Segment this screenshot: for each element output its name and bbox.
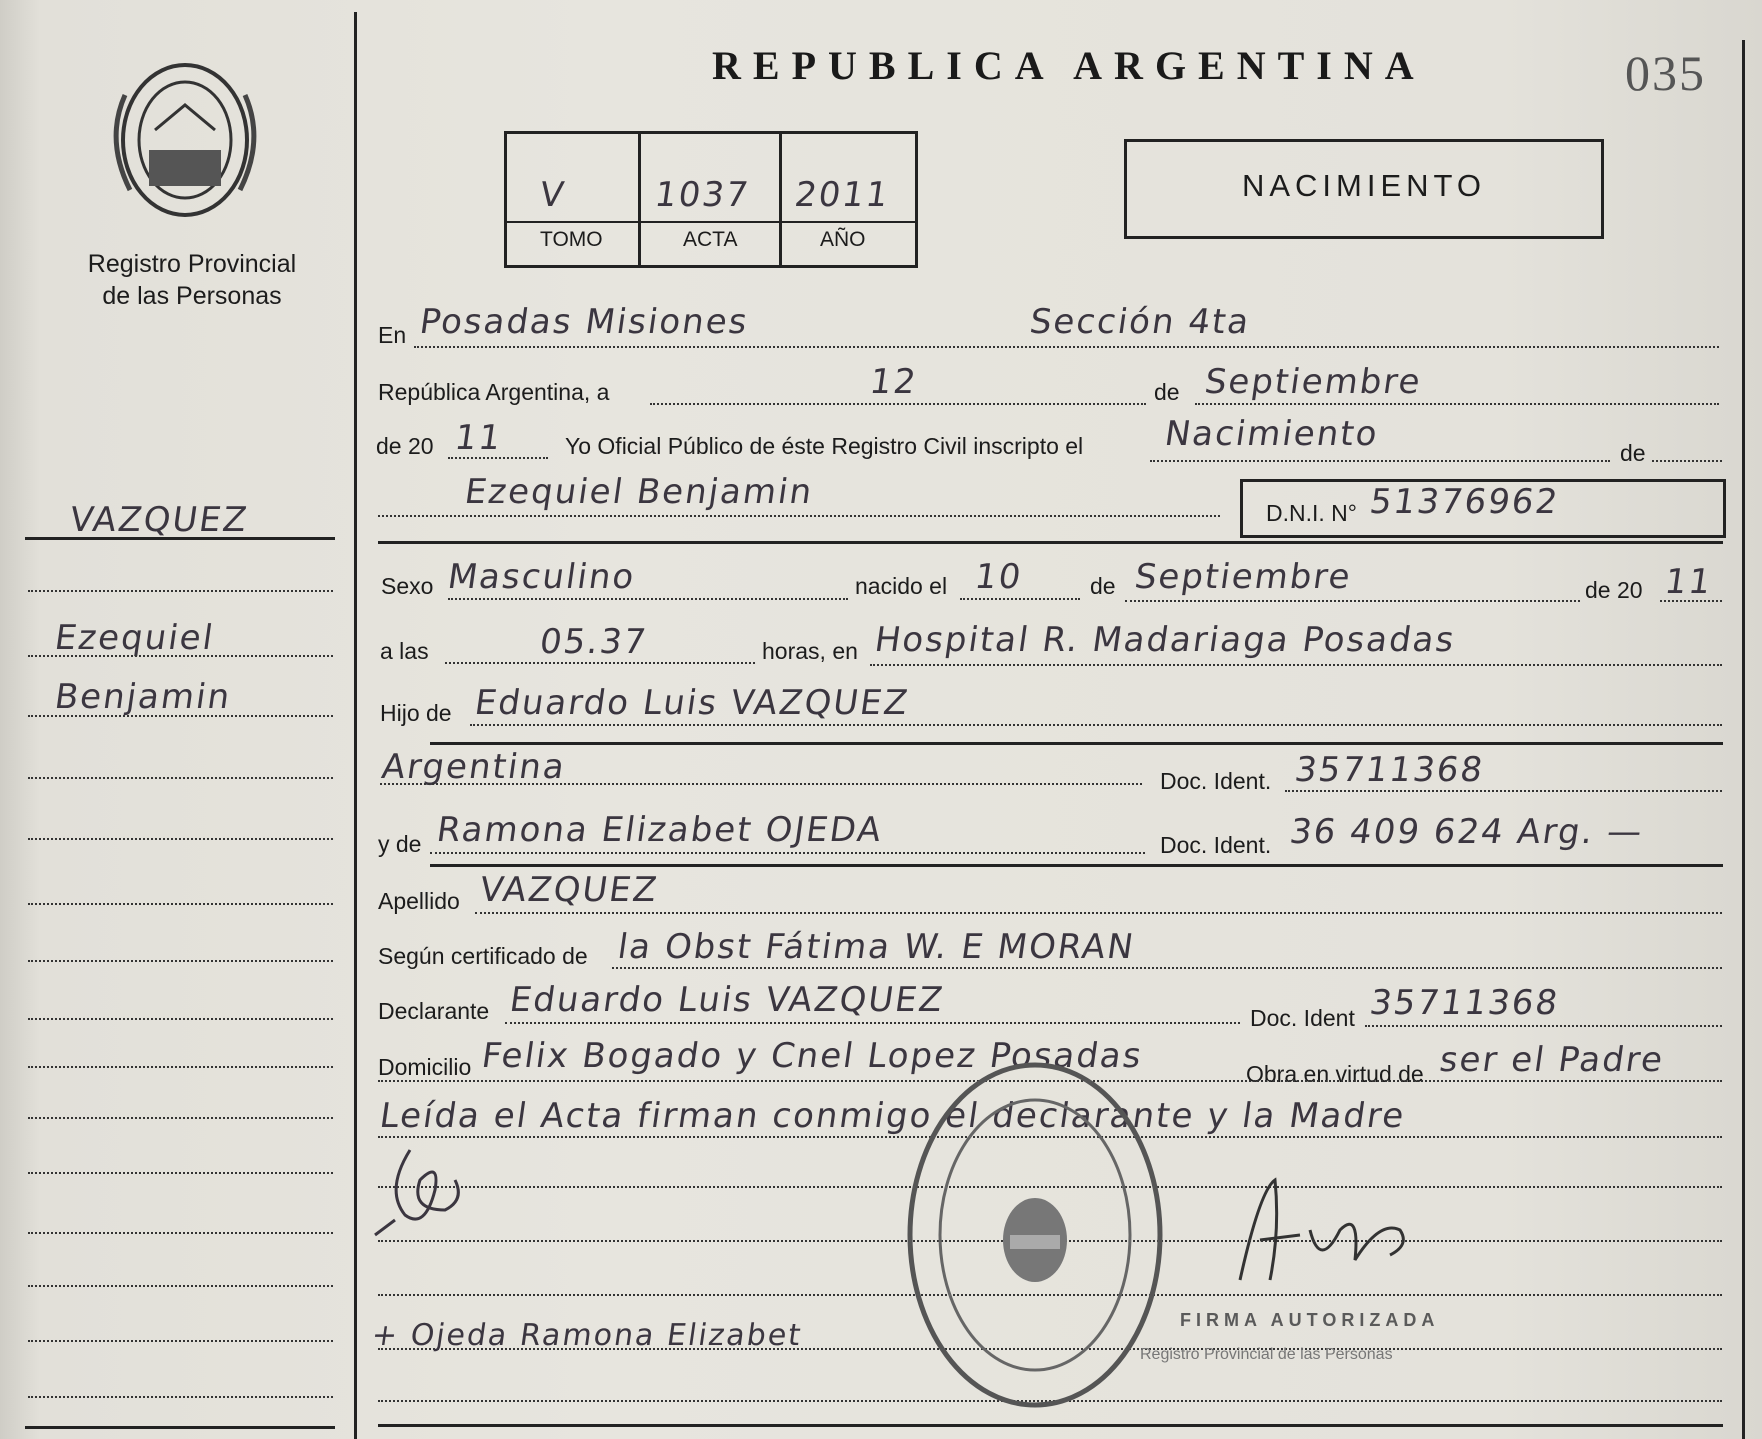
father-doc: 35711368 xyxy=(1292,750,1487,790)
box-divider xyxy=(638,131,641,265)
row-line xyxy=(380,783,1142,785)
row-line xyxy=(960,598,1080,600)
birth-time: 05.37 xyxy=(537,622,651,662)
inscription-type: Nacimiento xyxy=(1162,414,1382,454)
sidebar-line xyxy=(28,1018,333,1020)
row-line xyxy=(475,912,1722,914)
yde-label: y de xyxy=(378,831,422,857)
declarante-label: Declarante xyxy=(378,998,490,1024)
sidebar-given-name-2: Benjamin xyxy=(52,677,235,717)
de20-label: de 20 xyxy=(376,433,434,459)
day-value: 12 xyxy=(867,362,921,402)
box-divider xyxy=(779,131,782,265)
domicilio-value: Felix Bogado y Cnel Lopez Posadas xyxy=(479,1036,1146,1076)
tomo-value: V xyxy=(537,175,569,215)
row-line xyxy=(448,598,848,600)
republica-label: República Argentina, a xyxy=(378,379,610,405)
ano-value: 2011 xyxy=(792,175,893,215)
firma-subtitle: Registro Provincial de las Personas xyxy=(1140,1346,1393,1363)
row-line xyxy=(1652,460,1722,462)
section-rule xyxy=(430,864,1723,867)
father-nationality: Argentina xyxy=(379,747,569,787)
registry-name-line-1: Registro Provincial xyxy=(87,250,297,278)
place-value: Posadas Misiones xyxy=(417,302,752,342)
right-margin-rule xyxy=(1742,40,1745,1439)
acta-value: 1037 xyxy=(652,175,753,215)
horas-label: horas, en xyxy=(762,638,858,664)
section-rule xyxy=(430,742,1723,745)
sexo-label: Sexo xyxy=(381,573,434,599)
row-line xyxy=(448,457,548,459)
obra-label: Obra en virtud de xyxy=(1246,1061,1424,1087)
row-line xyxy=(1125,600,1580,602)
hijo-label: Hijo de xyxy=(380,700,452,726)
row-line xyxy=(505,1022,1240,1024)
country-title: REPUBLICA ARGENTINA xyxy=(712,43,1426,88)
page-number: 035 xyxy=(1625,45,1706,101)
sidebar-line xyxy=(28,777,333,779)
sidebar-line xyxy=(28,903,333,905)
sidebar-line xyxy=(28,960,333,962)
child-name: Ezequiel Benjamin xyxy=(462,472,816,512)
alas-label: a las xyxy=(380,638,429,664)
sexo-value: Masculino xyxy=(445,557,639,597)
section-value: Sección 4ta xyxy=(1027,302,1254,342)
sidebar-line xyxy=(28,1066,333,1068)
row-line xyxy=(1660,600,1722,602)
declarante-doc: 35711368 xyxy=(1367,983,1562,1023)
row-line xyxy=(650,403,1146,405)
de-label-3: de xyxy=(1090,573,1116,599)
left-margin-rule xyxy=(354,12,357,1439)
doc-ident-label: Doc. Ident. xyxy=(1160,768,1272,794)
month-value: Septiembre xyxy=(1202,362,1425,402)
act-type: NACIMIENTO xyxy=(1241,168,1487,203)
row-line xyxy=(1285,790,1722,792)
sidebar-line xyxy=(28,1172,333,1174)
sidebar-line xyxy=(28,715,333,717)
acta-label: ACTA xyxy=(683,228,738,251)
birth-place: Hospital R. Madariaga Posadas xyxy=(872,620,1459,660)
de-label-2: de xyxy=(1620,440,1646,466)
oficial-label: Yo Oficial Público de éste Registro Civil inscripto el xyxy=(565,433,1084,459)
official-signature-icon xyxy=(1230,1170,1430,1300)
mother-doc: 36 409 624 Arg. — xyxy=(1287,812,1647,852)
sidebar-given-name-1: Ezequiel xyxy=(52,618,218,658)
official-stamp-icon xyxy=(900,1055,1170,1415)
row-line xyxy=(1195,403,1719,405)
section-rule xyxy=(378,541,1723,544)
sidebar-line xyxy=(28,838,333,840)
father-name: Eduardo Luis VAZQUEZ xyxy=(472,683,912,723)
row-line xyxy=(612,967,1722,969)
sidebar-surname: VAZQUEZ xyxy=(67,500,251,540)
de20-label-2: de 20 xyxy=(1585,577,1643,603)
mother-name: Ramona Elizabet OJEDA xyxy=(434,810,886,850)
apellido-value: VAZQUEZ xyxy=(477,870,661,910)
dni-value: 51376962 xyxy=(1367,482,1562,522)
doc-ident-label-3: Doc. Ident xyxy=(1250,1005,1355,1031)
sidebar-line xyxy=(28,1396,333,1398)
row-line xyxy=(445,662,755,664)
sidebar-line xyxy=(28,1340,333,1342)
sidebar-line xyxy=(28,1117,333,1119)
provincial-seal-icon xyxy=(105,55,265,225)
en-label: En xyxy=(378,322,407,348)
sidebar-surname-rule xyxy=(25,537,335,540)
row-line xyxy=(870,664,1722,666)
closing-statement: Leída el Acta firman conmigo el declarante y la Madre xyxy=(377,1096,1409,1136)
row-line xyxy=(1150,460,1610,462)
segun-label: Según certificado de xyxy=(378,943,588,969)
declarante-value: Eduardo Luis VAZQUEZ xyxy=(507,980,947,1020)
nacido-label: nacido el xyxy=(855,573,948,599)
mother-signature: + Ojeda Ramona Elizabet xyxy=(369,1318,805,1353)
row-line xyxy=(430,852,1145,854)
doc-ident-label-2: Doc. Ident. xyxy=(1160,832,1272,858)
row-line xyxy=(378,515,1220,517)
registry-name-line-2: de las Personas xyxy=(102,282,282,310)
year-suffix: 11 xyxy=(452,418,506,458)
ano-label: AÑO xyxy=(820,228,866,251)
row-line xyxy=(470,724,1722,726)
row-line xyxy=(1365,1025,1722,1027)
box-label-divider xyxy=(504,221,918,223)
de-label: de xyxy=(1154,379,1180,405)
row-line xyxy=(414,346,1719,348)
firma-autorizada-label: FIRMA AUTORIZADA xyxy=(1180,1310,1440,1330)
sidebar-line xyxy=(28,655,333,657)
apellido-label: Apellido xyxy=(378,888,460,914)
tomo-label: TOMO xyxy=(540,228,603,251)
birth-month: Septiembre xyxy=(1132,557,1355,597)
certificate-value: la Obst Fátima W. E MORAN xyxy=(615,927,1138,967)
declarant-signature-icon xyxy=(365,1130,485,1250)
sidebar-line xyxy=(28,1232,333,1234)
sidebar-line xyxy=(28,1285,333,1287)
birth-day: 10 xyxy=(972,557,1026,597)
birth-year-suffix: 11 xyxy=(1662,562,1716,602)
bottom-rule xyxy=(378,1424,1723,1427)
sidebar-line xyxy=(28,590,333,592)
sidebar-bottom-rule xyxy=(25,1426,335,1429)
domicilio-label: Domicilio xyxy=(378,1054,472,1080)
obra-value: ser el Padre xyxy=(1437,1040,1667,1080)
dni-label: D.N.I. N° xyxy=(1266,500,1357,526)
